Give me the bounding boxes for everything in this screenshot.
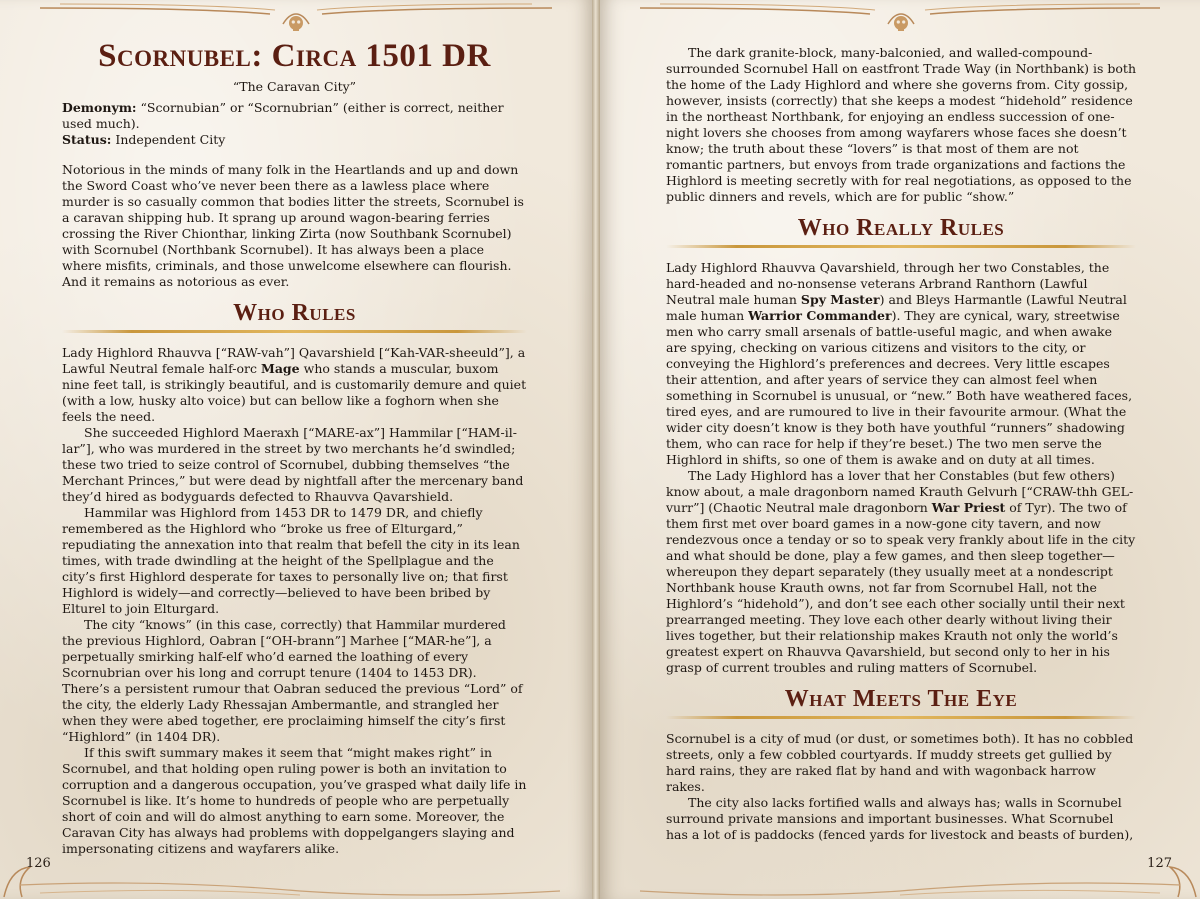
heading-rule xyxy=(666,716,1136,719)
paragraph: Lady Highlord Rhauvva [“RAW-vah”] Qavarshield [“Kah-VAR-sheeuld”], a Lawful Neutral female half-orc Mage who stands a muscular, buxom nine feet tall, is strikingly beautiful, and is customarily demure and quiet (with a low, husky alto voice) but can bellow like a foghorn when she feels the need. xyxy=(62,345,527,424)
chapter-title: Scornubel: Circa 1501 DR xyxy=(98,38,491,74)
demonym-label: Demonym: xyxy=(62,100,137,115)
stat-block-ref: Spy Master xyxy=(800,292,880,307)
section-who-really-rules xyxy=(666,215,1136,248)
paragraph: The city “knows” (in this case, correctly) that Hammilar murdered the previous Highlord, Oabran [“OH-brann”] Marhee [“MAR-he”], a perpetually smirking half-elf who’d earned the loathing of every Scornubrian over his long and corrupt tenure (1404 to 1453 DR). There’s a persistent rumour that Oabran seduced the previous “Lord” of the city, the elderly Lady Rhessajan Ambermantle, and strangled her when they were abed together, ere proclaiming himself the city’s first “Highlord” (in 1404 DR). xyxy=(62,617,523,744)
paragraph: She succeeded Highlord Maeraxh [“MARE-ax”] Hammilar [“HAM-il-lar”], who was murdered in the street by two merchants he’d swindled; these two tried to seize control of Scornubel, dubbing themselves “the Merchant Princes,” but were dead by nightfall after the mercenary band they’d hired as bodyguards defected to Rhauvva Qavarshield. xyxy=(62,425,524,504)
bottom-ornament xyxy=(0,839,592,899)
page-number: 127 xyxy=(1147,856,1172,871)
section-heading: What Meets The Eye xyxy=(784,686,1018,712)
section-who-rules xyxy=(62,300,527,333)
paragraph: The city also lacks fortified walls and always has; walls in Scornubel surround private mansions and important businesses. What Scornubel has a lot of is paddocks (fenced yards for livestock and beasts of burden), xyxy=(666,795,1134,842)
intro-paragraph: Notorious in the minds of many folk in the Heartlands and up and down the Sword Coast who’ve never been there as a lawless place where murder is so casually common that bodies litter the streets, Scornubel is a caravan shipping hub. It sprang up around wagon-bearing ferries crossing the River Chionthar, linking Zirta (now Southbank Scornubel) with Scornubel (Northbank Scornubel). It has always been a place where misfits, criminals, and those unwelcome elsewhere can flourish. And it remains as notorious as ever. xyxy=(62,162,524,289)
skull-icon xyxy=(886,10,916,36)
skull-icon xyxy=(281,10,311,36)
bottom-ornament xyxy=(600,839,1200,899)
demonym-value: “Scornubian” or “Scornubrian” (either is correct, neither used much). xyxy=(62,100,504,131)
paragraph: Scornubel is a city of mud (or dust, or sometimes both). It has no cobbled streets, only a few cobbled courtyards. If muddy streets get gullied by hard rains, they are raked flat by hand and with wagonback harrow rakes. xyxy=(666,731,1134,794)
left-column xyxy=(62,38,527,857)
subtitle: “The Caravan City” xyxy=(232,79,357,94)
section-what-meets-the-eye xyxy=(666,686,1136,719)
status-label: Status: xyxy=(62,132,112,147)
paragraph: Hammilar was Highlord from 1453 DR to 1479 DR, and chiefly remembered as the Highlord who “broke us free of Elturgard,” repudiating the annexation into that realm that befell the city in its lean times, with trade dwindling at the height of the Spellplague and the city’s first Highlord desperate for taxes to personally live on; that first Highlord is widely—and correctly—believed to have been bribed by Elturel to join Elturgard. xyxy=(62,505,520,616)
paragraph: The dark granite-block, many-balconied, and walled-compound-surrounded Scornubel Hall on eastfront Trade Way (in Northbank) is both the home of the Lady Highlord and where she governs from. City gossip, however, insists (correctly) that she keeps a modest “hidehold” residence in the northeast Northbank, for enjoying an endless succession of one-night lovers she chooses from among wayfarers whose faces she doesn’t know; the truth about these “lovers” is that most of them are not romantic partners, but envoys from trade organizations and factions the Highlord is meeting secretly with for real negotiations, as opposed to the public dinners and revels, which are for public “show.” xyxy=(666,45,1137,204)
stat-block-ref: Warrior Commander xyxy=(748,308,892,323)
demonym-line xyxy=(62,100,527,132)
book-gutter xyxy=(592,0,600,899)
stat-block-ref: War Priest xyxy=(931,500,1006,515)
paragraph: If this swift summary makes it seem that “might makes right” in Scornubel, and that holding open ruling power is both an invitation to corruption and a dangerous occupation, you’ve grasped what daily life in Scornubel is like. It’s home to hundreds of people who are perpetually short of coin and will do almost anything to earn some. Moreover, the Caravan City has always had problems with doppelgangers slaying and impersonating citizens and wayfarers alike. xyxy=(62,745,527,856)
page-number: 126 xyxy=(26,856,51,871)
status-line xyxy=(62,132,527,148)
section-heading: Who Really Rules xyxy=(797,215,1005,241)
stat-block-ref: Mage xyxy=(261,361,300,376)
heading-rule xyxy=(62,330,527,333)
section-heading: Who Rules xyxy=(233,300,356,326)
left-page xyxy=(0,0,592,899)
right-page xyxy=(600,0,1200,899)
status-value: Independent City xyxy=(111,132,226,147)
paragraph: Lady Highlord Rhauvva Qavarshield, through her two Constables, the hard-headed and no-nonsense veterans Arbrand Ranthorn (Lawful Neutral male human Spy Master) and Bleys Harmantle (Lawful Neutral male human Warrior Commander). They are cynical, wary, streetwise men who carry small arsenals of battle-useful magic, and when awake are spying, checking on various citizens and visitors to the city, or conveying the Highlord’s preferences and decrees. Very little escapes their attention, and after years of service they can almost feel when something in Scornubel is unusual, or “new.” Both have weathered faces, tired eyes, and are rumoured to live in their favourite armour. (What the wider city doesn’t know is they both have youthful “runners” shadowing them, who can race for help if they’re beset.) The two men serve the Highlord in shifts, so one of them is awake and on duty at all times. xyxy=(666,260,1133,467)
paragraph: The Lady Highlord has a lover that her Constables (but few others) know about, a male dragonborn named Krauth Gelvurh [“CRAW-thh GEL-vurr”] (Chaotic Neutral male dragonborn War Priest of Tyr). The two of them first met over board games in a now-gone city tavern, and now rendezvous once a tenday or so to speak very frankly about life in the city and what should be done, play a few games, and then sleep together—whereupon they depart separately (they usually meet at a nondescript Northbank house Krauth owns, not far from Scornubel Hall, not the Highlord’s “hidehold”), and don’t see each other socially until their next prearranged meeting. They love each other dearly without living their lives together, but their relationship makes Krauth not only the world’s greatest expert on Rhauvva Qavarshield, but second only to her in his grasp of current troubles and ruling matters of Scornubel. xyxy=(666,468,1136,675)
heading-rule xyxy=(666,245,1136,248)
right-column xyxy=(666,45,1136,843)
